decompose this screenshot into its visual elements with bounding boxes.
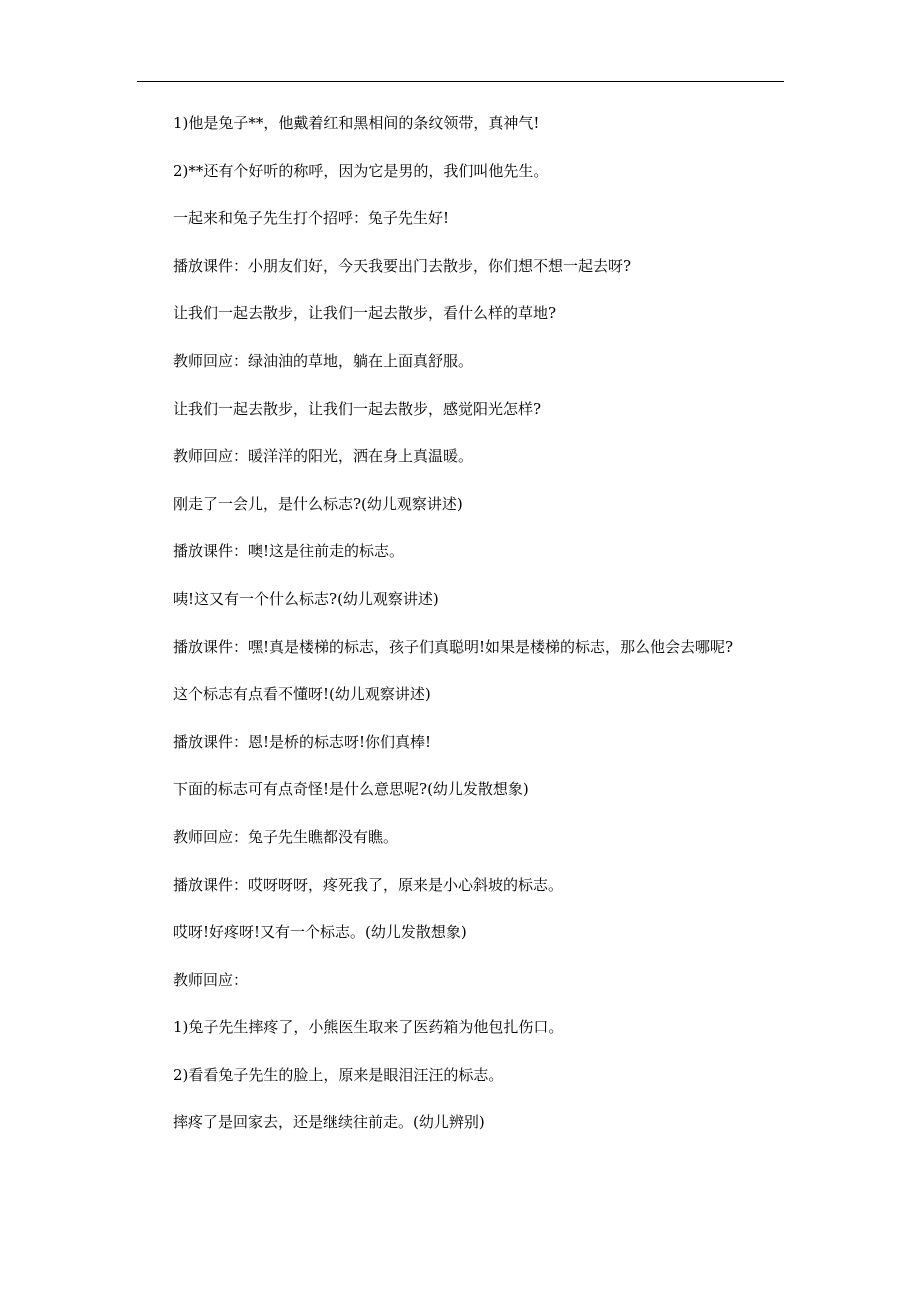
paragraph-line: 让我们一起去散步，让我们一起去散步，感觉阳光怎样? <box>173 399 542 418</box>
paragraph-line: 教师回应： <box>173 970 249 989</box>
paragraph-line: 1)兔子先生摔疼了，小熊医生取来了医药箱为他包扎伤口。 <box>173 1018 564 1037</box>
header-rule <box>137 81 784 82</box>
paragraph-line: 一起来和兔子先生打个招呼：兔子先生好! <box>173 209 450 228</box>
paragraph-line: 下面的标志可有点奇怪!是什么意思呢?(幼儿发散想象) <box>173 780 529 799</box>
paragraph-line: 刚走了一会儿，是什么标志?(幼儿观察讲述) <box>173 494 463 513</box>
paragraph-line: 播放课件：嘿!真是楼梯的标志，孩子们真聪明!如果是楼梯的标志，那么他会去哪呢? <box>173 637 734 656</box>
paragraph-line: 咦!这又有一个什么标志?(幼儿观察讲述) <box>173 589 439 608</box>
paragraph-line: 播放课件：噢!这是往前走的标志。 <box>173 542 405 561</box>
paragraph-line: 2)**还有个好听的称呼，因为它是男的，我们叫他先生。 <box>173 161 549 180</box>
paragraph-line: 播放课件：恩!是桥的标志呀!你们真棒! <box>173 732 432 751</box>
paragraph-line: 2)看看兔子先生的脸上，原来是眼泪汪汪的标志。 <box>173 1065 504 1084</box>
paragraph-line: 播放课件：哎呀呀呀，疼死我了，原来是小心斜坡的标志。 <box>173 875 564 894</box>
paragraph-line: 教师回应：兔子先生瞧都没有瞧。 <box>173 827 399 846</box>
document-body <box>173 106 793 1153</box>
paragraph-line: 教师回应：暖洋洋的阳光，洒在身上真温暖。 <box>173 447 474 466</box>
paragraph-line: 哎呀!好疼呀!又有一个标志。(幼儿发散想象) <box>173 923 467 942</box>
paragraph-line: 教师回应：绿油油的草地，躺在上面真舒服。 <box>173 351 474 370</box>
paragraph-line: 1)他是兔子**，他戴着红和黑相间的条纹领带，真神气! <box>173 114 540 132</box>
paragraph-line: 摔疼了是回家去，还是继续往前走。(幼儿辨别) <box>173 1113 485 1132</box>
paragraph-line: 让我们一起去散步，让我们一起去散步，看什么样的草地? <box>173 304 557 323</box>
paragraph-line: 这个标志有点看不懂呀!(幼儿观察讲述) <box>173 685 431 704</box>
paragraph-line: 播放课件：小朋友们好，今天我要出门去散步，你们想不想一起去呀? <box>173 256 632 275</box>
